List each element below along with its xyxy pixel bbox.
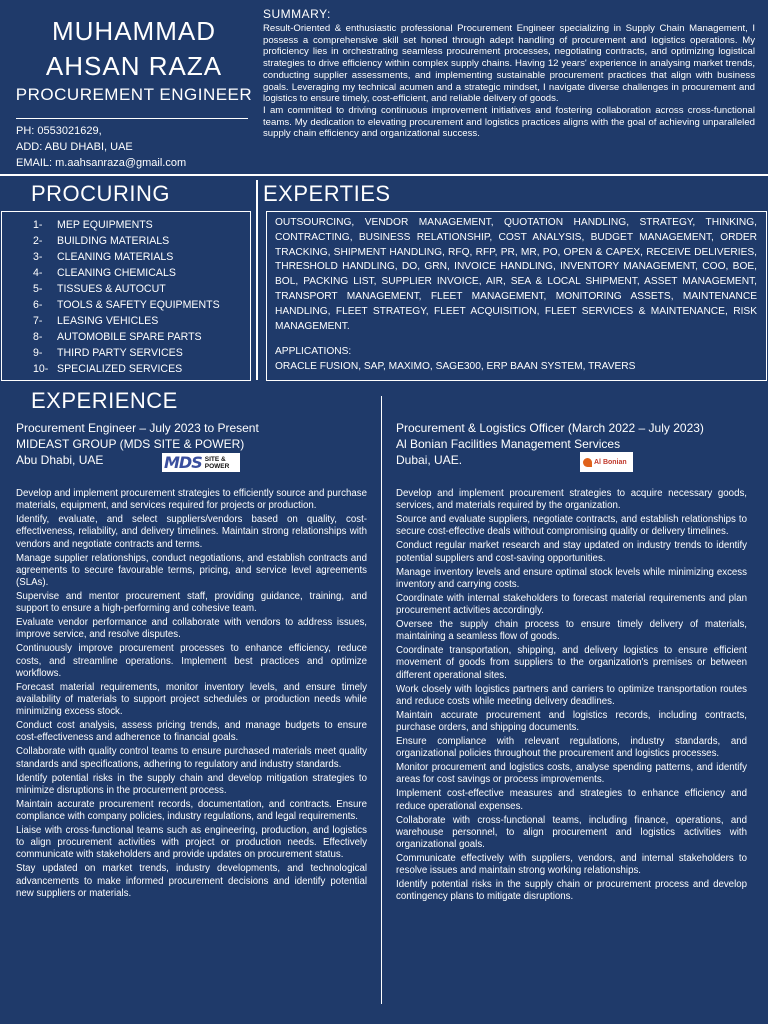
summary-paragraph: Result-Oriented & enthusiastic professional Procurement Engineer specializing in Supply Chain Management, I possess a comprehensive skill set honed through adept handling of procurement and logistics operations. My proficiency lies in orchestrating seamless procurement processes, negotiating contracts, and optimizing logistical strategies to drive efficiency within complex supply chains. Having 12 years' experience in analysing market trends, conducting supplier assessments, and implementing sustainable procurement practices that align with business goals. Leveraging my technical acumen and a strategic mindset, I navigate diverse challenges in procurement and logistics to ensure timely, cost-efficient, and reliable delivery of goods. xyxy=(263,23,755,105)
list-item: Develop and implement procurement strategies to acquire necessary goods, services, and materials required by the organization. xyxy=(396,488,747,512)
applications-list: ORACLE FUSION, SAP, MAXIMO, SAGE300, ERP BAAN SYSTEM, TRAVERS xyxy=(275,361,636,372)
column-divider xyxy=(256,180,258,380)
list-item: Monitor procurement and logistics costs, analyse spending patterns, and identify areas for cost savings or process improvements. xyxy=(396,762,747,786)
list-item: Implement cost-effective measures and strategies to enhance efficiency and reduce operational expenses. xyxy=(396,788,747,812)
list-item: Coordinate transportation, shipping, and delivery logistics to ensure efficient movement of goods from suppliers to the organization's premises or between different operational sites. xyxy=(396,645,747,681)
mds-logo-top: SITE & xyxy=(204,455,226,463)
albonian-logo-text: Al Bonian xyxy=(594,458,627,466)
list-item: Source and evaluate suppliers, negotiate contracts, and establish relationships to secure cost-effective deals without compromising quality or delivery timelines. xyxy=(396,514,747,538)
mds-logo xyxy=(162,453,240,472)
list-item: Collaborate with cross-functional teams, including finance, operations, and warehouse personnel, to align procurement and logistics activities with organizational goals. xyxy=(396,814,747,851)
list-item: Work closely with logistics partners and carriers to optimize transportation routes and reduce costs while meeting delivery deadlines. xyxy=(396,683,747,707)
list-item: Ensure compliance with relevant regulations, industry standards, and organizational policies throughout the procurement and logistics processes. xyxy=(396,736,747,760)
list-item: Forecast material requirements, monitor inventory levels, and ensure timely availability of materials to support project schedules or production needs while minimizing excess stock. xyxy=(16,681,367,718)
list-item: Manage inventory levels and ensure optimal stock levels while minimizing excess inventory and carrying costs. xyxy=(396,566,747,590)
applications-heading: APPLICATIONS: xyxy=(275,346,352,357)
list-item: Coordinate with internal stakeholders to forecast material requirements and plan procurement activities accordingly. xyxy=(396,592,747,617)
list-item: Continuously improve procurement processes to enhance efficiency, reduce costs, and streamline operations. Implement best practices and optimize workflows. xyxy=(16,643,367,679)
address: ADD: ABU DHABI, UAE xyxy=(16,141,133,153)
experience-heading: EXPERIENCE xyxy=(31,388,178,413)
list-item: Maintain accurate procurement and logistics records, including contracts, purchase orders, and shipping documents. xyxy=(396,709,747,734)
list-item: 7- LEASING VEHICLES xyxy=(33,315,159,327)
company-2: Al Bonian Facilities Management Services xyxy=(396,437,621,451)
location-1: Abu Dhabi, UAE xyxy=(16,453,104,467)
header-divider xyxy=(16,118,248,119)
albonian-logo-mark-icon xyxy=(583,458,592,467)
list-item: Identify potential risks in the supply chain or procurement process and develop contingency plans to mitigate disruptions. xyxy=(396,879,747,903)
experience-column-divider xyxy=(381,396,382,1004)
list-item: 6- TOOLS & SAFETY EQUIPMENTS xyxy=(33,299,220,311)
list-item: Conduct cost analysis, assess pricing trends, and manage budgets to ensure cost-effectiveness and adherence to financial goals. xyxy=(16,720,367,744)
list-item: Conduct regular market research and stay updated on industry trends to identify potential suppliers and cost-saving opportunities. xyxy=(396,540,747,564)
list-item: Develop and implement procurement strategies to efficiently source and purchase materials, equipment, and services required for projects or production. xyxy=(16,488,367,512)
list-item: 1- MEP EQUIPMENTS xyxy=(33,219,153,231)
name-line-2: AHSAN RAZA xyxy=(45,51,223,81)
summary-body xyxy=(263,23,755,140)
experties-skills: OUTSOURCING, VENDOR MANAGEMENT, QUOTATION HANDLING, STRATEGY, THINKING, CONTRACTING, BUSINESS RELATIONSHIP, COST ANALYSIS, BUDGET MANAGEMENT, ORDER TRACKING, SHIPMENT HANDLING, RFQ, RFP, PR, MR, PO, OPEN & CAPEX, RECEIVE DELIVERIES, THRESHOLD HANDLING, DO, GRN, INVOICE HANDLING, INVENTORY MANAGEMENT, COO, BOE, BOL, PACKING LIST, SUPPLIER INVOICE, AIR, SEA & LOCAL SHIPMENT, ASSET MANAGEMENT, TRANSPORT MANAGEMENT, FLEET MANAGEMENT, MONITORING ASSETS, MAINTENANCE HANDLING, FLEET STRATEGY, FLEET ACQUISITION, FLEET SERVICES & MAINTENANCE, RISK MANAGEMENT. xyxy=(275,217,757,332)
duties-list-1 xyxy=(16,488,367,902)
list-item: Manage supplier relationships, conduct negotiations, and establish contracts and agreements to secure favourable terms, pricing, and service level agreements (SLAs). xyxy=(16,552,367,589)
phone: PH: 0553021629, xyxy=(16,125,102,137)
job-title: PROCUREMENT ENGINEER xyxy=(15,85,253,104)
company-1: MIDEAST GROUP (MDS SITE & POWER) xyxy=(16,437,245,451)
mds-logo-sub xyxy=(205,456,230,470)
list-item: Liaise with cross-functional teams such as engineering, production, and logistics to align procurement activities with project or production needs. Effectively communicate with stakeholders and provide updates on procurement status. xyxy=(16,825,367,861)
summary-paragraph: I am committed to driving continuous improvement initiatives and fostering collaboration across cross-functional teams. My dedication to elevating procurement and logistics practices aligns with the goal of achieving unparalleled supply chain efficiency and organizational success. xyxy=(263,104,755,140)
list-item: Supervise and mentor procurement staff, providing guidance, training, and support to ensure a high-performing and cohesive team. xyxy=(16,591,367,615)
list-item: Oversee the supply chain process to ensure timely delivery of materials, maintaining a seamless flow of goods. xyxy=(396,619,747,643)
list-item: 3- CLEANING MATERIALS xyxy=(33,251,174,263)
summary-heading: SUMMARY: xyxy=(263,7,331,21)
job-title-1: Procurement Engineer – July 2023 to Present xyxy=(16,421,259,435)
list-item: Stay updated on market trends, industry developments, and technological advancements to make informed procurement decisions and identify potential new suppliers or materials. xyxy=(16,863,367,899)
list-item: 8- AUTOMOBILE SPARE PARTS xyxy=(33,331,202,343)
list-item: 2- BUILDING MATERIALS xyxy=(33,235,170,247)
list-item: Identify potential risks in the supply chain and develop mitigation strategies to minimize disruptions in the procurement process. xyxy=(16,772,367,796)
list-item: 5- TISSUES & AUTOCUT xyxy=(33,283,166,295)
experties-heading: EXPERTIES xyxy=(263,181,391,206)
section-divider xyxy=(0,174,768,176)
list-item: Collaborate with quality control teams to ensure purchased materials meet quality standards and specifications, adhering to regulatory and industry standards. xyxy=(16,746,367,770)
email: EMAIL: m.aahsanraza@gmail.com xyxy=(16,157,187,169)
procuring-heading: PROCURING xyxy=(31,181,170,206)
name-line-1: MUHAMMAD xyxy=(52,16,216,46)
procuring-list xyxy=(33,217,220,377)
list-item: Evaluate vendor performance and collaborate with vendors to address issues, improve service, and resolve disputes. xyxy=(16,617,367,641)
job-title-2: Procurement & Logistics Officer (March 2022 – July 2023) xyxy=(396,421,704,435)
duties-list-2 xyxy=(396,488,747,905)
list-item: 9- THIRD PARTY SERVICES xyxy=(33,347,183,359)
mds-logo-bottom: POWER xyxy=(204,462,230,470)
list-item: 4- CLEANING CHEMICALS xyxy=(33,267,176,279)
list-item: Maintain accurate procurement records, documentation, and contracts. Ensure compliance with company policies, industry regulations, and legal requirements. xyxy=(16,798,367,823)
mds-logo-main: MDS xyxy=(164,453,202,472)
list-item: Identify, evaluate, and select suppliers/vendors based on quality, cost-effectiveness, reliability, and delivery timelines. Maintain strong relationships with vendors and negotiate contracts and terms. xyxy=(16,514,367,550)
list-item: 10- SPECIALIZED SERVICES xyxy=(33,363,183,375)
albonian-logo xyxy=(580,452,633,472)
list-item: Communicate effectively with suppliers, vendors, and internal stakeholders to resolve issues and maintain strong working relationships. xyxy=(396,853,747,877)
location-2: Dubai, UAE. xyxy=(396,453,463,467)
